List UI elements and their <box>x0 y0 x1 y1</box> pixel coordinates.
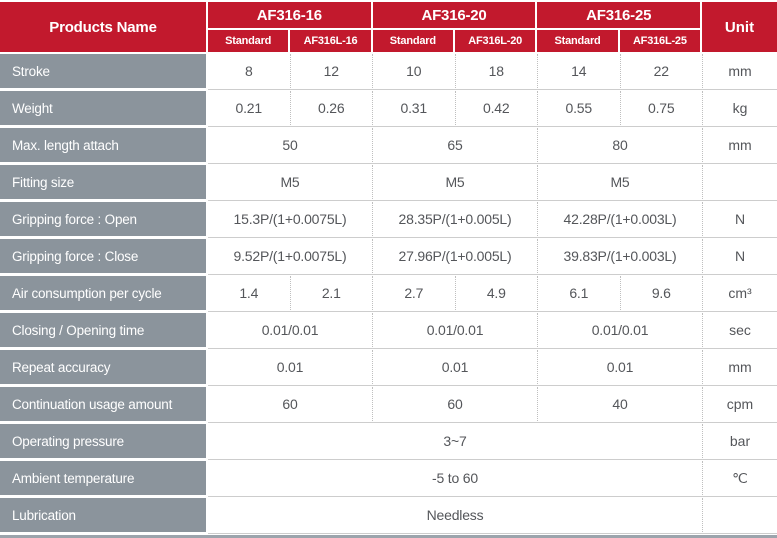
value-cell: 27.96P/(1+0.005L) <box>372 239 537 273</box>
value-cell: 0.26 <box>290 91 373 125</box>
value-cell: 60 <box>372 387 537 421</box>
value-cell: M5 <box>537 165 702 199</box>
value-cell: 9.52P/(1+0.0075L) <box>233 248 347 264</box>
product-name-header: AF316-20 <box>373 2 536 30</box>
row-label: Fitting size <box>0 165 206 199</box>
product-name-header: AF316-25 <box>537 2 700 30</box>
value-cell: 80 <box>537 128 702 162</box>
products-name-header: Products Name <box>0 2 206 52</box>
row-cells <box>208 498 777 532</box>
value-cell: 0.01 <box>276 359 304 375</box>
table-row <box>0 202 777 236</box>
unit-header: Unit <box>702 2 777 52</box>
unit-cell: kg <box>702 91 777 125</box>
table-row <box>0 91 777 125</box>
table-row <box>0 54 777 88</box>
unit-cell: mm <box>702 54 777 88</box>
value-cell: 3~7 <box>443 433 467 449</box>
value-cell: 0.42 <box>455 91 538 125</box>
subheader-row <box>537 30 700 52</box>
row-label: Continuation usage amount <box>0 387 206 421</box>
value-cell: 0.01/0.01 <box>261 322 319 338</box>
value-cell: 10 <box>372 54 455 88</box>
subheader-cell: Standard <box>208 30 288 52</box>
value-cell: 0.31 <box>372 91 455 125</box>
table-row <box>0 424 777 458</box>
row-label: Closing / Opening time <box>0 313 206 347</box>
table-row <box>0 128 777 162</box>
table-row <box>0 165 777 199</box>
value-cell: 0.01/0.01 <box>372 313 537 347</box>
table-row <box>0 350 777 384</box>
subheader-cell: AF316L-16 <box>288 30 370 52</box>
value-cell: 4.9 <box>455 276 538 310</box>
unit-cell: sec <box>702 313 777 347</box>
subheader-cell: AF316L-25 <box>618 30 700 52</box>
value-cell: 28.35P/(1+0.005L) <box>372 202 537 236</box>
product-group <box>373 2 536 52</box>
table-row <box>0 239 777 273</box>
product-group-headers <box>208 2 700 52</box>
subheader-row <box>373 30 536 52</box>
row-cells <box>208 128 777 162</box>
value-cell: Needless <box>426 507 484 523</box>
value-cell: 0.21 <box>235 100 262 116</box>
row-label: Gripping force : Close <box>0 239 206 273</box>
row-label: Air consumption per cycle <box>0 276 206 310</box>
value-cell: 12 <box>290 54 373 88</box>
value-cell: 2.1 <box>290 276 373 310</box>
unit-cell: mm <box>702 350 777 384</box>
unit-cell <box>702 498 777 532</box>
row-label: Weight <box>0 91 206 125</box>
value-cell: 15.3P/(1+0.0075L) <box>233 211 347 227</box>
row-label: Ambient temperature <box>0 461 206 495</box>
product-name-header: AF316-16 <box>208 2 371 30</box>
table-row <box>0 498 777 532</box>
value-cell: 0.01/0.01 <box>537 313 702 347</box>
row-label: Gripping force : Open <box>0 202 206 236</box>
row-label: Stroke <box>0 54 206 88</box>
unit-cell: cm³ <box>702 276 777 310</box>
row-cells <box>208 202 777 236</box>
value-cell: 0.01 <box>372 350 537 384</box>
value-cell: 22 <box>620 54 703 88</box>
unit-cell: mm <box>702 128 777 162</box>
unit-cell: N <box>702 202 777 236</box>
row-label: Repeat accuracy <box>0 350 206 384</box>
unit-cell: N <box>702 239 777 273</box>
value-cell: 0.75 <box>620 91 703 125</box>
subheader-cell: Standard <box>537 30 617 52</box>
table-body <box>0 54 777 532</box>
row-cells <box>208 387 777 421</box>
table-header <box>0 2 777 52</box>
row-cells <box>208 350 777 384</box>
row-cells <box>208 424 777 458</box>
value-cell: 40 <box>537 387 702 421</box>
value-cell: 50 <box>282 137 298 153</box>
row-cells <box>208 91 777 125</box>
value-cell: M5 <box>372 165 537 199</box>
unit-cell: bar <box>702 424 777 458</box>
row-cells <box>208 54 777 88</box>
table-row <box>0 387 777 421</box>
value-cell: 14 <box>537 54 620 88</box>
value-cell: 18 <box>455 54 538 88</box>
value-cell: 39.83P/(1+0.003L) <box>537 239 702 273</box>
product-group <box>208 2 371 52</box>
row-cells <box>208 239 777 273</box>
row-label: Operating pressure <box>0 424 206 458</box>
value-cell: -5 to 60 <box>432 470 478 486</box>
value-cell: 0.55 <box>537 91 620 125</box>
row-cells <box>208 313 777 347</box>
unit-cell: cpm <box>702 387 777 421</box>
value-cell: 0.01 <box>537 350 702 384</box>
row-cells <box>208 276 777 310</box>
row-cells <box>208 461 777 495</box>
unit-cell: ℃ <box>702 461 777 495</box>
row-label: Max. length attach <box>0 128 206 162</box>
table-row <box>0 461 777 495</box>
value-cell: 1.4 <box>239 285 259 301</box>
value-cell: 2.7 <box>372 276 455 310</box>
value-cell: 60 <box>282 396 298 412</box>
row-label: Lubrication <box>0 498 206 532</box>
value-cell: 9.6 <box>620 276 703 310</box>
value-cell: 8 <box>244 63 253 79</box>
subheader-cell: Standard <box>373 30 453 52</box>
value-cell: 6.1 <box>537 276 620 310</box>
unit-cell <box>702 165 777 199</box>
value-cell: 65 <box>372 128 537 162</box>
subheader-row <box>208 30 371 52</box>
table-row <box>0 313 777 347</box>
row-cells <box>208 165 777 199</box>
product-group <box>537 2 700 52</box>
value-cell: M5 <box>280 174 300 190</box>
value-cell: 42.28P/(1+0.003L) <box>537 202 702 236</box>
table-row <box>0 276 777 310</box>
subheader-cell: AF316L-20 <box>453 30 535 52</box>
